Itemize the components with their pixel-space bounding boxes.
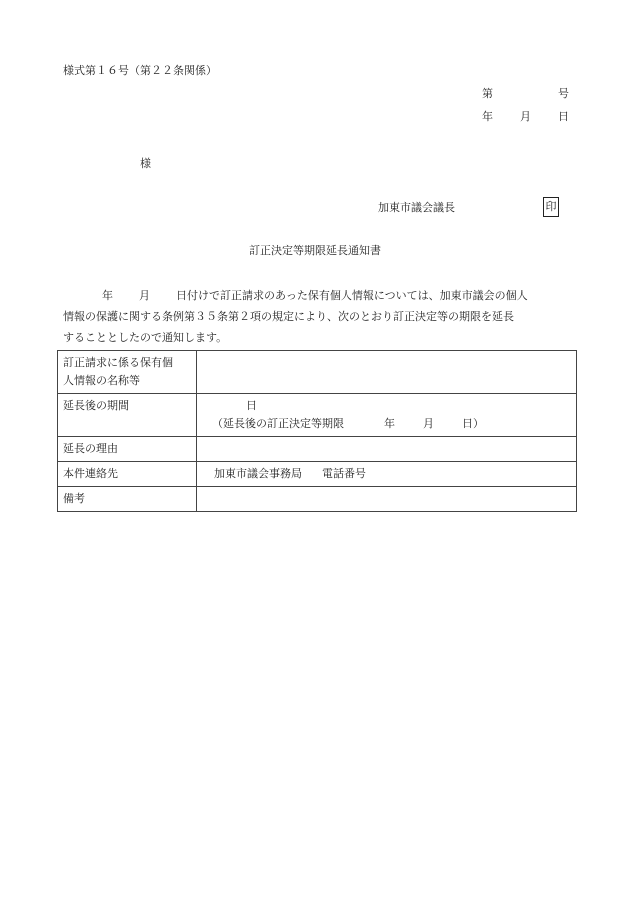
date-month-label: 月 [520,110,531,123]
body-paragraph-line-3: することとしたので通知します。 [63,331,228,344]
table-value-cell [197,437,577,462]
seal-mark: 印 [543,197,559,217]
period-month-label: 月 [423,417,434,430]
date-day-label: 日 [558,110,569,123]
period-deadline-line [202,415,571,433]
body-month-label: 月 [139,289,150,302]
table-row [58,437,577,462]
table-label-cell [58,487,197,512]
period-year-label: 年 [384,417,395,430]
row1-label-line-b: 人情報の名称等 [63,374,140,387]
addressee-honorific: 様 [140,157,151,170]
period-deadline-text: （延長後の訂正決定等期限 [212,417,344,430]
sender-name: 加東市議会議長 [378,201,455,214]
period-day-label: 日 [246,399,257,412]
period-day-close-label: 日） [462,417,484,430]
body-year-label: 年 [102,289,113,302]
table-label-cell [58,462,197,487]
table-value-cell [197,394,577,437]
table-label-cell [58,437,197,462]
info-table [57,350,577,512]
document-title: 訂正決定等期限延長通知書 [249,244,381,257]
document-number-prefix: 第 [482,87,493,100]
table-label-cell [58,394,197,437]
table-value-cell [197,462,577,487]
form-number: 様式第１６号（第２２条関係） [63,64,217,77]
row5-label: 備考 [63,492,85,505]
body-paragraph-line-1 [102,289,528,303]
table-row [58,394,577,437]
date-year-label: 年 [482,110,493,123]
contact-office: 加東市議会事務局 [214,467,302,480]
table-value-cell [197,351,577,394]
table-row [58,462,577,487]
contact-phone-label: 電話番号 [322,467,366,480]
table-row [58,351,577,394]
row2-label: 延長後の期間 [63,399,129,412]
document-number-suffix: 号 [558,87,569,100]
row4-label: 本件連絡先 [63,467,118,480]
body-paragraph-line-2: 情報の保護に関する条例第３５条第２項の規定により、次のとおり訂正決定等の期限を延長 [63,310,514,323]
table-label-cell [58,351,197,394]
row1-label-line-a: 訂正請求に係る保有個 [63,356,173,369]
table-value-cell [197,487,577,512]
row3-label: 延長の理由 [63,442,118,455]
body-line-1-text: 日付けで訂正請求のあった保有個人情報については、加東市議会の個人 [176,289,528,302]
table-row [58,487,577,512]
